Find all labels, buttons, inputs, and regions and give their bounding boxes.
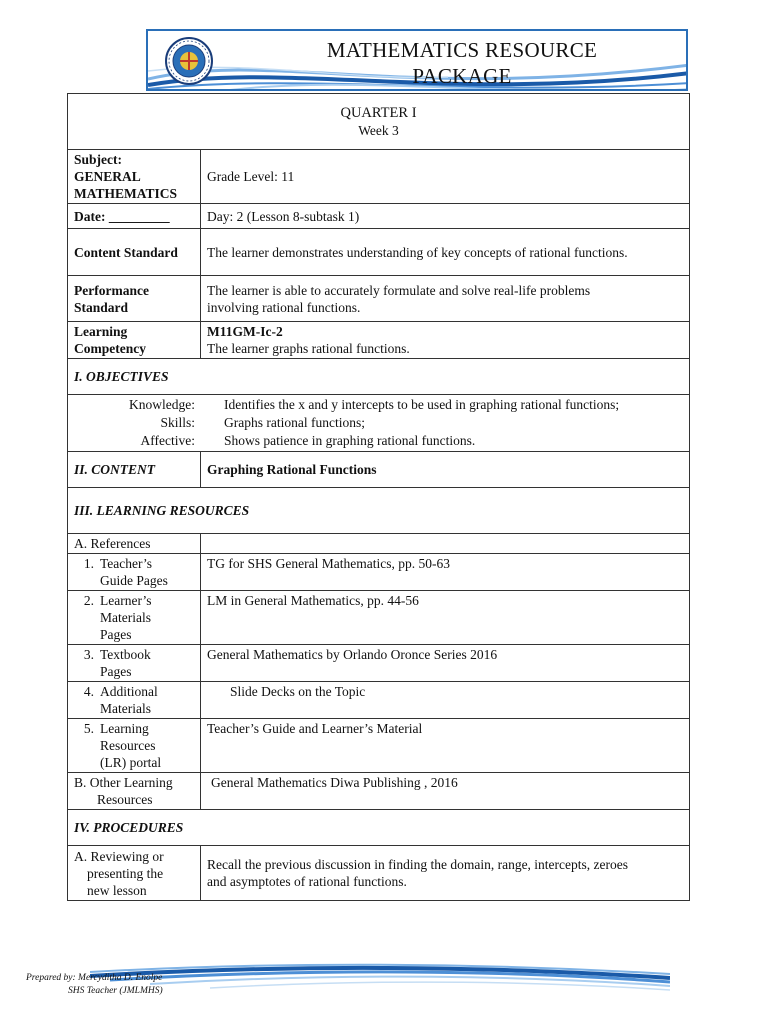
title-line-2: PACKAGE [412,64,512,88]
performance-text-line2: involving rational functions. [207,299,361,315]
subject-name-line2: MATHEMATICS [74,186,178,201]
reference-label-line: Teacher’s [100,556,153,571]
procedures-heading: IV. PROCEDURES [68,810,690,846]
content-standard-text: The learner demonstrates understanding of key concepts of rational functions. [201,229,690,276]
objective-text: Graphs rational functions; [224,415,365,430]
objective-text: Identifies the x and y intercepts to be used in graphing rational functions; [224,397,620,412]
objectives-row [68,395,690,452]
objective-skills [68,414,683,432]
subject-label: Subject: [74,152,122,167]
reference-text: LM in General Mathematics, pp. 44-56 [201,591,690,645]
quarter-title: QUARTER I [340,104,417,121]
procedure-a-text [201,846,690,901]
reference-number: 2. [83,593,94,608]
references-empty-cell [201,534,690,554]
day-value: Day: 2 (Lesson 8-subtask 1) [201,204,690,229]
reference-label-line: Guide Pages [100,573,168,588]
header-banner [146,29,688,91]
performance-text-line1: The learner is able to accurately formulate and solve real-life problems [207,282,591,298]
reference-label-cell [68,719,201,773]
week-label: Week 3 [358,122,399,138]
objective-text: Shows patience in graphing rational functions. [224,433,476,448]
learning-competency-label [68,322,201,359]
date-row [68,204,690,229]
resources-heading-row [68,488,690,534]
reference-row [68,719,690,773]
reference-number: 5. [83,721,94,736]
quarter-row [68,94,690,150]
subject-row [68,150,690,204]
performance-standard-row [68,276,690,322]
content-heading: II. CONTENT [68,452,201,488]
competency-text: The learner graphs rational functions. [207,341,410,356]
prepared-by: Prepared by: Mercyditha D. Enolpe [26,973,163,983]
content-standard-row [68,229,690,276]
performance-label-line2: Standard [74,299,129,315]
reference-label-cell [68,682,201,719]
procedure-a-text-line2: and asymptotes of rational functions. [207,874,407,889]
teacher-position: SHS Teacher (JMLMHS) [68,986,163,996]
reference-label-line: Learning [100,721,149,736]
other-resources-row [68,773,690,810]
objectives-list [68,395,690,452]
reference-text: TG for SHS General Mathematics, pp. 50-63 [201,554,690,591]
reference-row [68,682,690,719]
reference-number: 4. [83,684,94,699]
reference-label-line: (LR) portal [100,755,162,770]
performance-standard-label [68,276,201,322]
reference-number: 1. [83,556,94,571]
reference-text: General Mathematics by Orlando Oronce Series 2016 [201,645,690,682]
references-row [68,534,690,554]
content-topic: Graphing Rational Functions [201,452,690,488]
procedure-a-label-line3: new lesson [87,882,147,898]
objective-label: Affective: [140,433,195,448]
other-resources-label-line2: Resources [97,792,153,807]
procedures-heading-row [68,810,690,846]
learning-competency-row [68,322,690,359]
objective-label: Knowledge: [129,397,195,412]
competency-label-line2: Competency [74,341,146,356]
procedure-a-text-line1: Recall the previous discussion in finding the domain, range, intercepts, zeroes [207,857,629,872]
reference-number: 3. [83,647,94,662]
footer-swoosh-graphic [90,958,670,1008]
reference-text: Slide Decks on the Topic [201,682,690,719]
objective-affective [68,432,683,450]
procedure-a-label [68,846,201,901]
references-label: A. References [68,534,201,554]
procedure-a-label-line1: A. Reviewing or [74,848,164,864]
procedure-a-label-line2: presenting the [87,865,164,881]
reference-label-cell [68,591,201,645]
reference-label-line: Pages [100,627,132,642]
reference-label-line: Additional [100,684,158,699]
objectives-heading: I. OBJECTIVES [68,359,690,395]
quarter-cell [68,94,690,150]
objective-knowledge [68,396,683,414]
reference-label-line: Materials [100,701,151,716]
resources-heading: III. LEARNING RESOURCES [68,488,690,534]
content-row [68,452,690,488]
subject-name-line1: GENERAL [74,169,141,184]
reference-text: Teacher’s Guide and Learner’s Material [201,719,690,773]
reference-label-line: Learner’s [100,593,152,608]
other-resources-text: General Mathematics Diwa Publishing , 2016 [201,773,690,810]
title-line-1: MATHEMATICS RESOURCE [326,38,598,62]
reference-label-line: Resources [100,738,156,753]
competency-label-line1: Learning [74,324,128,339]
reference-label-line: Textbook [100,647,151,662]
prepared-by-block [26,972,163,998]
reference-label-cell [68,554,201,591]
objectives-heading-row [68,359,690,395]
reference-row [68,645,690,682]
reference-label-line: Pages [100,664,132,679]
content-standard-label: Content Standard [68,229,201,276]
other-resources-label [68,773,201,810]
procedure-a-row [68,846,690,901]
learning-competency-cell [201,322,690,359]
document-title [238,37,686,89]
objective-label: Skills: [160,415,195,430]
grade-level: Grade Level: 11 [201,150,690,204]
performance-label-line1: Performance [74,282,149,298]
reference-label-cell [68,645,201,682]
reference-label-line: Materials [100,610,151,625]
reference-row [68,554,690,591]
reference-row [68,591,690,645]
date-label: Date: _________ [68,204,201,229]
other-resources-label-line1: B. Other Learning [74,775,173,790]
lesson-plan-table [67,93,690,901]
competency-code: M11GM-Ic-2 [207,324,283,339]
subject-label-cell [68,150,201,204]
performance-standard-text [201,276,690,322]
deped-seal-logo [164,36,214,86]
